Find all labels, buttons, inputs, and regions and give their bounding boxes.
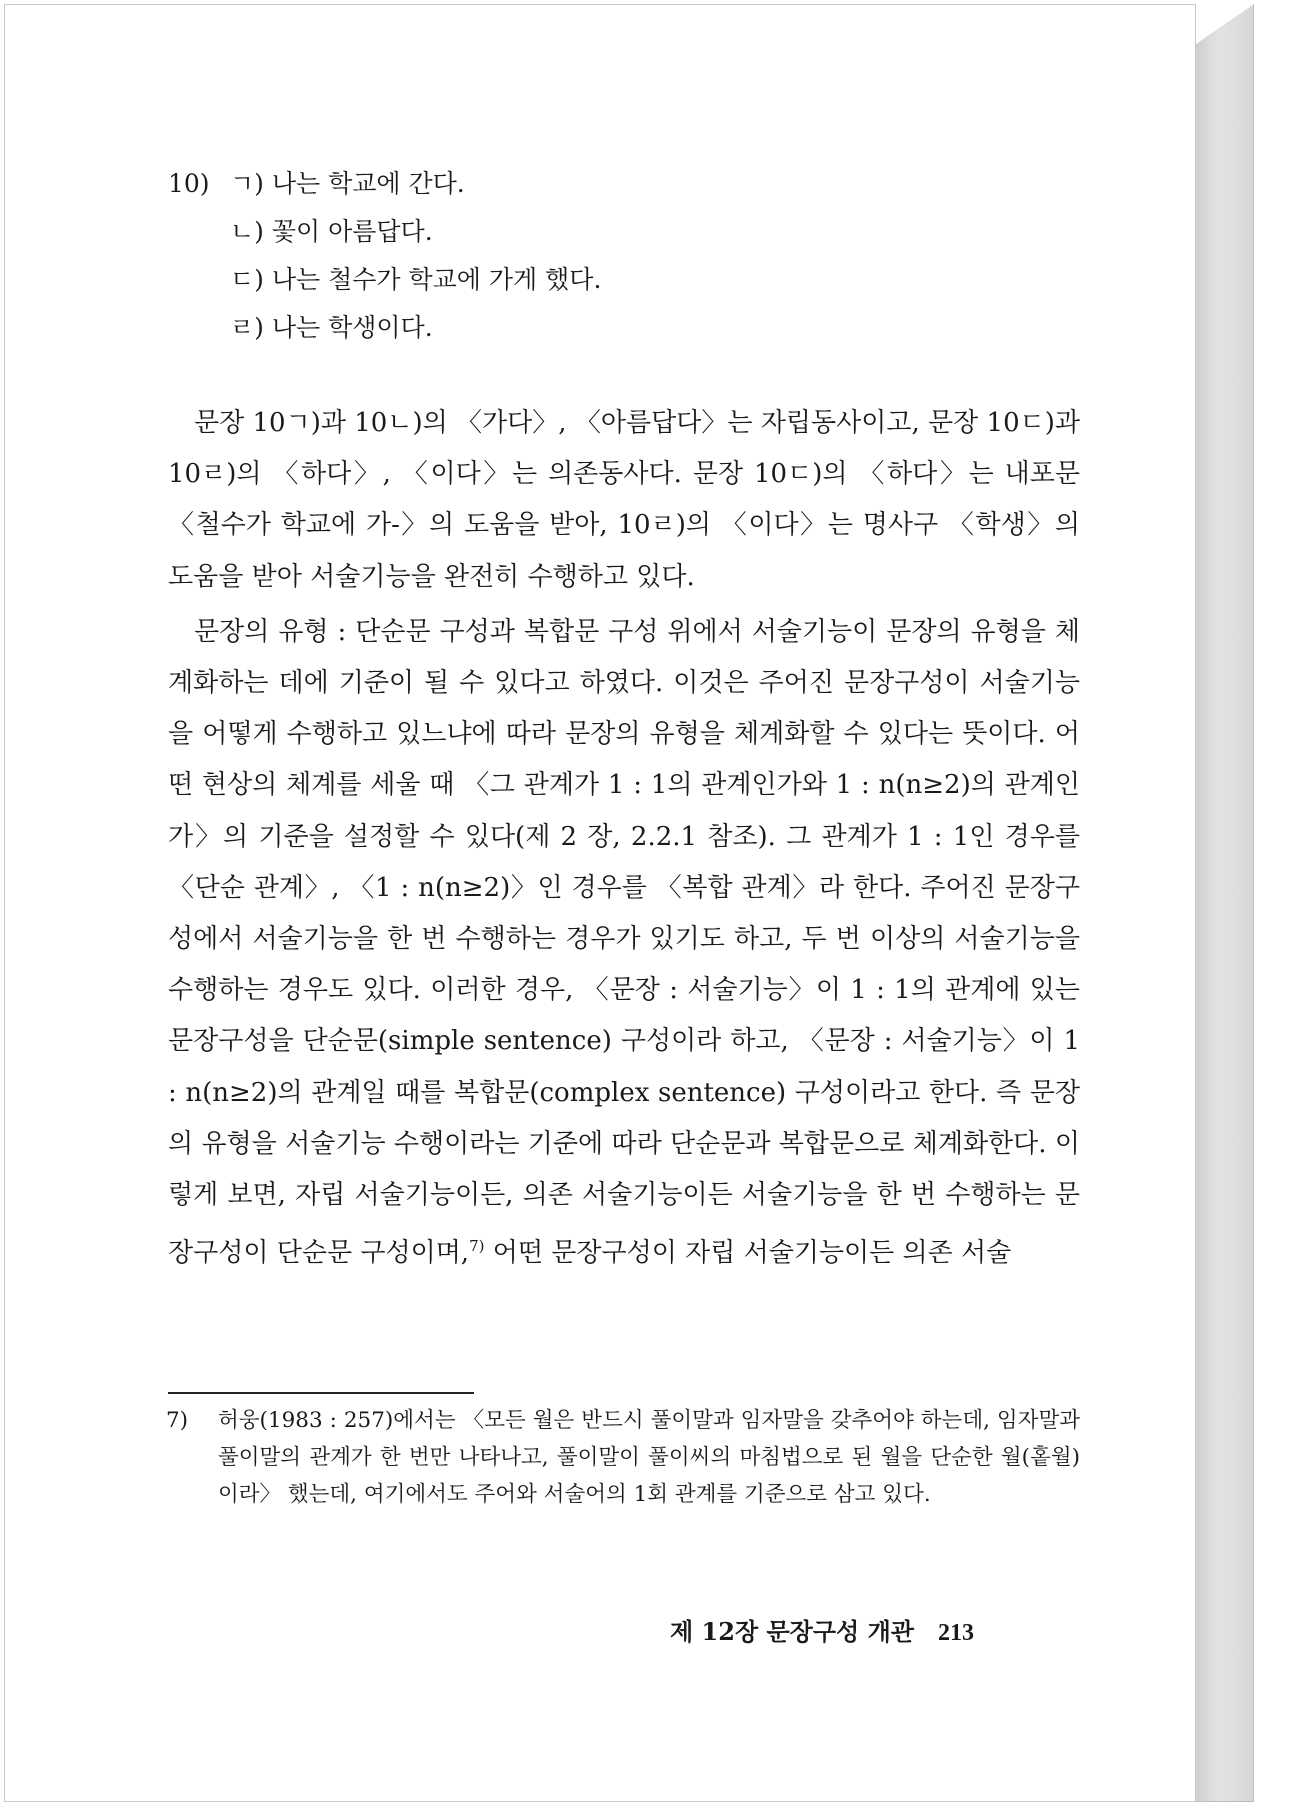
example-item: ㄹ) 나는 학생이다.: [230, 313, 433, 342]
example-line: [168, 208, 1080, 256]
example-item: ㄱ) 나는 학교에 간다.: [230, 169, 465, 198]
paragraph-2-text: 문장의 유형 : 단순문 구성과 복합문 구성 위에서 서술기능이 문장의 유형을 체계화하는 데에 기준이 될 수 있다고 하였다. 이것은 주어진 문장구성이 서술기능을 어떻게 수행하고 있느냐에 따라 문장의 유형을 체계화할 수 있다는 뜻이다. 어떤 현상의 체계를 세울 때 〈그 관계가 1 : 1의 관계인가와 1 : n(n≥2)의 관계인가〉의 기준을 설정할 수 있다(제 2 장, 2.2.1 참조). 그 관계가 1 : 1인 경우를 〈단순 관계〉, 〈1 : n(n≥2)〉인 경우를 〈복합 관계〉라 한다. 주어진 문장구성에서 서술기능을 한 번 수행하는 경우가 있기도 하고, 두 번 이상의 서술기능을 수행하는 경우도 있다. 이러한 경우, 〈문장 : 서술기능〉이 1 : 1의 관계에 있는 문장구성을 단순문(simple sentence) 구성이라 하고, 〈문장 : 서술기능〉이 1 : n(n≥2)의 관계일 때를 복합문(complex sentence) 구성이라고 한다. 즉 문장의 유형을 서술기능 수행이라는 기준에 따라 단순문과 복합문으로 체계화한다. 이렇게 보면, 자립 서술기능이든, 의존 서술기능이든 서술기능을 한 번 수행하는 문장구성이 단순문 구성이며,: [168, 616, 1080, 1269]
footnote-text: 허웅(1983 : 257)에서는 〈모든 월은 반드시 풀이말과 임자말을 갖추어야 하는데, 임자말과 풀이말의 관계가 한 번만 나타나고, 풀이말이 풀이씨의 마침법으로 된 월을 단순한 월(홑월)이라〉 했는데, 여기에서도 주어와 서술어의 1회 관계를 기준으로 삼고 있다.: [218, 1408, 1080, 1507]
footnote-divider: [168, 1392, 474, 1394]
book-page-edge: [1196, 4, 1254, 1802]
footnote-reference: 7): [469, 1237, 485, 1256]
paragraph-2-tail: 어떤 문장구성이 자립 서술기능이든 의존 서술: [484, 1238, 1012, 1269]
body-text: [168, 398, 1080, 1279]
footnote-number: 7): [166, 1408, 189, 1433]
example-number: 10): [168, 169, 210, 198]
book-page-edge-corner: [1196, 4, 1254, 44]
example-item: ㄷ) 나는 철수가 학교에 가게 했다.: [230, 265, 602, 294]
body-paragraph-2: [168, 607, 1080, 1280]
example-line: [168, 304, 1080, 352]
example-item: ㄴ) 꽃이 아름답다.: [230, 217, 433, 246]
example-block: [168, 160, 1080, 352]
chapter-title: 제 12장 문장구성 개관: [670, 1617, 914, 1646]
page-number: 213: [937, 1620, 974, 1646]
example-line: [168, 256, 1080, 304]
body-paragraph-1: 문장 10ㄱ)과 10ㄴ)의 〈가다〉, 〈아름답다〉는 자립동사이고, 문장 10ㄷ)과 10ㄹ)의 〈하다〉, 〈이다〉는 의존동사다. 문장 10ㄷ)의 〈하다〉는 내포문 〈철수가 학교에 가-〉의 도움을 받아, 10ㄹ)의 〈이다〉는 명사구 〈학생〉의 도움을 받아 서술기능을 완전히 수행하고 있다.: [168, 408, 1080, 592]
running-footer: [670, 1612, 1080, 1647]
footnote: [166, 1402, 1080, 1513]
footnote-body: [166, 1402, 1080, 1513]
example-line: [168, 160, 1080, 208]
